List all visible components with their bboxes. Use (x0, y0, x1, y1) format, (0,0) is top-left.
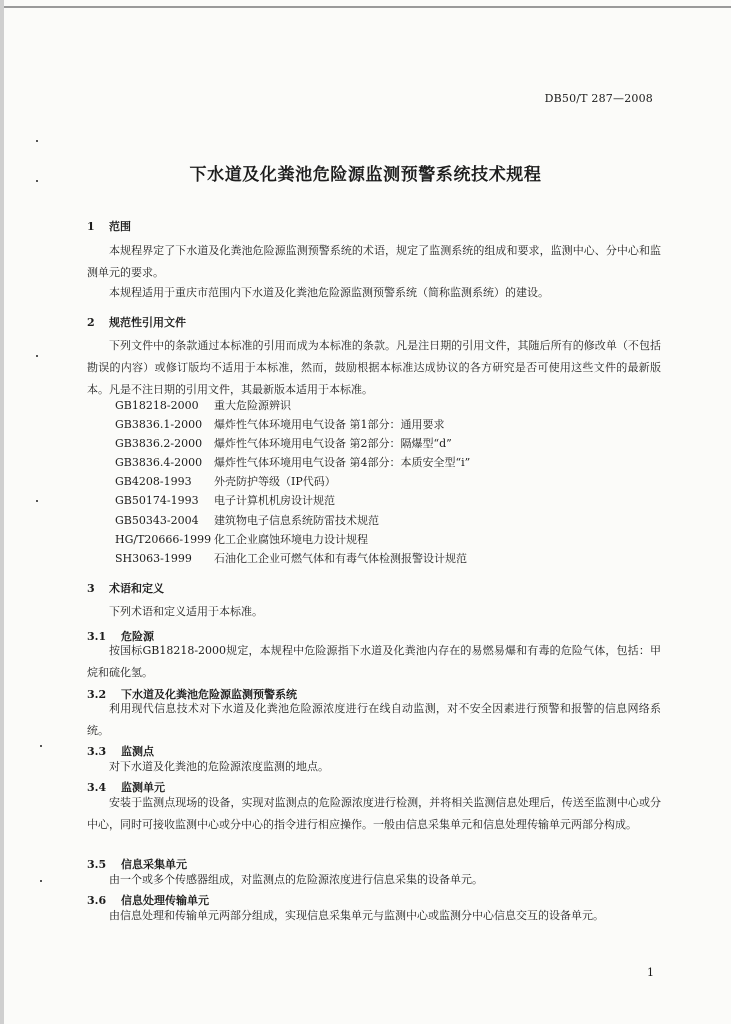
term-number: 3.5 (87, 858, 107, 871)
section-1-heading (87, 218, 131, 234)
reference-item (115, 530, 470, 549)
term-number: 3.3 (87, 745, 107, 758)
reference-code: SH3063-1999 (115, 551, 192, 565)
scan-speck (36, 140, 38, 142)
reference-code: GB18218-2000 (115, 399, 199, 412)
reference-item (115, 511, 470, 530)
reference-code: GB3836.2-2000 (115, 437, 203, 451)
reference-code: GB3836.4-2000 (115, 456, 203, 470)
scan-edge (0, 0, 4, 1024)
term-name: 危险源 (121, 630, 154, 643)
section-title: 规范性引用文件 (109, 316, 186, 329)
term-3-4-definition: 安装于监测点现场的设备，实现对监测点的危险源浓度进行检测，并将相关监测信息处理后，传送至监测中心或分中心，同时可接收监测中心或分中心的指令进行相应操作。一般由信息采集单元和信息处理传输单元两部分构成。 (87, 796, 661, 831)
reference-list (115, 396, 470, 568)
reference-code: GB4208-1993 (115, 475, 192, 489)
term-3-1-definition: 按国标GB18218-2000规定，本规程中危险源指下水道及化粪池内存在的易燃易爆和有毒的危险气体，包括：甲烷和硫化氢。 (87, 644, 661, 679)
term-name: 监测点 (121, 745, 154, 758)
page-title: 下水道及化粪池危险源监测预警系统技术规程 (189, 165, 542, 185)
reference-item (115, 453, 470, 472)
section-2-heading (87, 314, 186, 330)
section-3-heading (87, 580, 164, 596)
reference-title: 外壳防护等级（IP代码） (214, 475, 336, 489)
section-2-para-1: 下列文件中的条款通过本标准的引用而成为本标准的条款。凡是注日期的引用文件，其随后所有的修改单（不包括勘误的内容）或修订版均不适用于本标准，然而，鼓励根据本标准达成协议的各方研究是否可使用这些文件的最新版本。凡是不注日期的引用文件，其最新版本适用于本标准。 (87, 339, 661, 396)
section-number: 1 (87, 220, 95, 233)
reference-item (115, 472, 470, 491)
reference-code: HG/T20666-1999 (115, 532, 212, 546)
scan-speck (36, 180, 38, 182)
section-title: 术语和定义 (109, 582, 164, 595)
section-3-para-1: 下列术语和定义适用于本标准。 (109, 605, 263, 618)
term-number: 3.1 (87, 630, 107, 643)
scan-speck (40, 745, 42, 747)
reference-code: GB50343-2004 (115, 513, 199, 527)
reference-title: 爆炸性气体环境用电气设备 第1部分：通用要求 (214, 418, 445, 432)
reference-title: 建筑物电子信息系统防雷技术规范 (214, 513, 379, 527)
reference-item (115, 549, 470, 568)
reference-title: 爆炸性气体环境用电气设备 第4部分：本质安全型“i” (214, 456, 471, 470)
page-number: 1 (647, 966, 654, 979)
reference-item (115, 396, 470, 415)
scan-speck (36, 355, 38, 357)
term-3-5-definition: 由一个或多个传感器组成，对监测点的危险源浓度进行信息采集的设备单元。 (109, 873, 483, 886)
reference-title: 爆炸性气体环境用电气设备 第2部分：隔爆型“d” (214, 437, 452, 451)
reference-item (115, 491, 470, 510)
section-1-para-2: 本规程适用于重庆市范围内下水道及化粪池危险源监测预警系统（简称监测系统）的建设。 (109, 286, 549, 299)
top-border-line (0, 6, 731, 8)
reference-code: GB50174-1993 (115, 494, 199, 508)
term-number: 3.6 (87, 894, 107, 907)
reference-code: GB3836.1-2000 (115, 418, 203, 432)
reference-item (115, 415, 470, 434)
section-number: 2 (87, 316, 95, 329)
term-3-2-definition: 利用现代信息技术对下水道及化粪池危险源浓度进行在线自动监测，对不安全因素进行预警和报警的信息网络系统。 (87, 702, 661, 737)
scan-speck (40, 880, 42, 882)
term-3-3-definition: 对下水道及化粪池的危险源浓度监测的地点。 (109, 760, 329, 773)
section-title: 范围 (109, 220, 131, 233)
term-name: 监测单元 (121, 781, 165, 794)
term-number: 3.4 (87, 781, 107, 794)
scan-speck (36, 500, 38, 502)
reference-title: 石油化工企业可燃气体和有毒气体检测报警设计规范 (214, 551, 467, 565)
term-3-6-definition: 由信息处理和传输单元两部分组成，实现信息采集单元与监测中心或监测分中心信息交互的设备单元。 (109, 909, 604, 922)
term-name: 下水道及化粪池危险源监测预警系统 (121, 688, 297, 701)
term-number: 3.2 (87, 688, 107, 701)
reference-item (115, 434, 470, 453)
section-1-para-1: 本规程界定了下水道及化粪池危险源监测预警系统的术语，规定了监测系统的组成和要求，监测中心、分中心和监测单元的要求。 (87, 244, 661, 279)
reference-title: 电子计算机机房设计规范 (214, 494, 335, 508)
term-name: 信息处理传输单元 (121, 894, 209, 907)
reference-title: 重大危险源辨识 (214, 399, 291, 412)
reference-title: 化工企业腐蚀环境电力设计规程 (214, 532, 368, 546)
section-number: 3 (87, 582, 95, 595)
term-name: 信息采集单元 (121, 858, 187, 871)
document-id: DB50/T 287—2008 (544, 92, 653, 105)
